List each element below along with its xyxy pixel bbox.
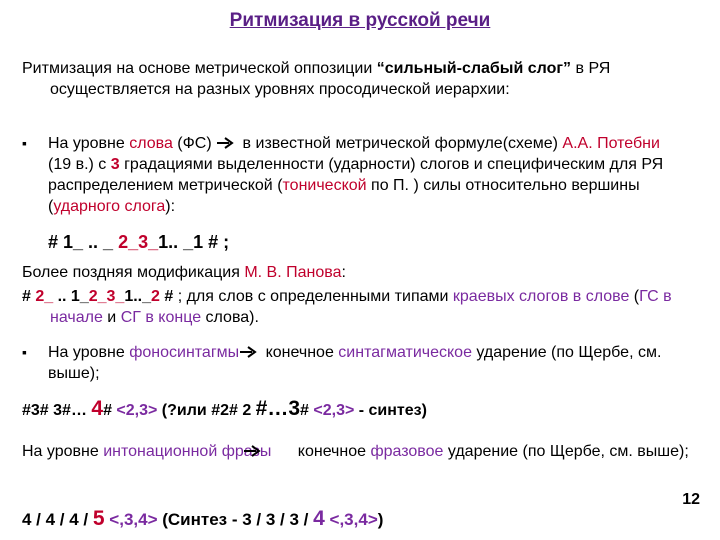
bullet-word-level: ▪ На уровне слова (ФС) в известной метрической формуле(схеме) А.А. Потебни (19 в.) с 3 градациями выделенности (ударности) слогов и специфическим для РЯ распределением метрической (тонической по П. ) силы относительно вершины (ударного слога): bbox=[22, 135, 664, 215]
intro-text: Ритмизация на основе метрической оппозиции bbox=[22, 60, 377, 77]
term-intonation-phrase: интонационной фразы bbox=[103, 443, 272, 460]
formula-potebnya: # 1_ .. _ 2_3_1.. _1 # ; bbox=[48, 232, 230, 252]
formula-panov: # 2_ .. 1_2_3_1.._2 # ; для слов с определенными типами краевых слогов в слове (ГС в начале и СГ в конце слова). bbox=[22, 288, 672, 326]
square-bullet-icon: ▪ bbox=[22, 344, 27, 360]
term-word: слова bbox=[129, 135, 173, 152]
intro-text-end: в РЯ осуществляется на разных уровнях просодической иерархии: bbox=[50, 60, 611, 98]
slide-title: Ритмизация в русской речи bbox=[229, 10, 491, 31]
intro-quoted-term: “сильный-слабый слог” bbox=[376, 60, 572, 77]
right-arrow-icon bbox=[216, 133, 238, 154]
formula-phrase: 4 / 4 / 4 / 5 <,3,4> (Синтез - 3 / 3 / 3 / 4 <,3,4>) bbox=[22, 507, 384, 530]
right-arrow-icon bbox=[271, 441, 293, 462]
page-number: 12 bbox=[682, 491, 700, 508]
right-arrow-icon bbox=[239, 342, 261, 363]
author-panov: М. В. Панова bbox=[244, 264, 342, 281]
author-potebnya: А.А. Потебни bbox=[562, 135, 660, 152]
intonation-phrase-level: На уровне интонационной фразы конечное фразовое ударение (по Щербе, см. выше); bbox=[22, 443, 689, 460]
intro-paragraph bbox=[22, 58, 710, 100]
formula-syntagm: #3# 3#… 4# <2,3> (?или #2# 2 #…3# <2,3> - синтез) bbox=[22, 397, 427, 420]
panov-line: Более поздняя модификация М. В. Панова: bbox=[22, 264, 346, 281]
term-phonosyntagm: фоносинтагмы bbox=[129, 344, 240, 361]
bullet-phonosyntagm-level: ▪ На уровне фоносинтагмы конечное синтагматическое ударение (по Щербе, см. выше); bbox=[22, 344, 662, 382]
square-bullet-icon: ▪ bbox=[22, 135, 27, 151]
